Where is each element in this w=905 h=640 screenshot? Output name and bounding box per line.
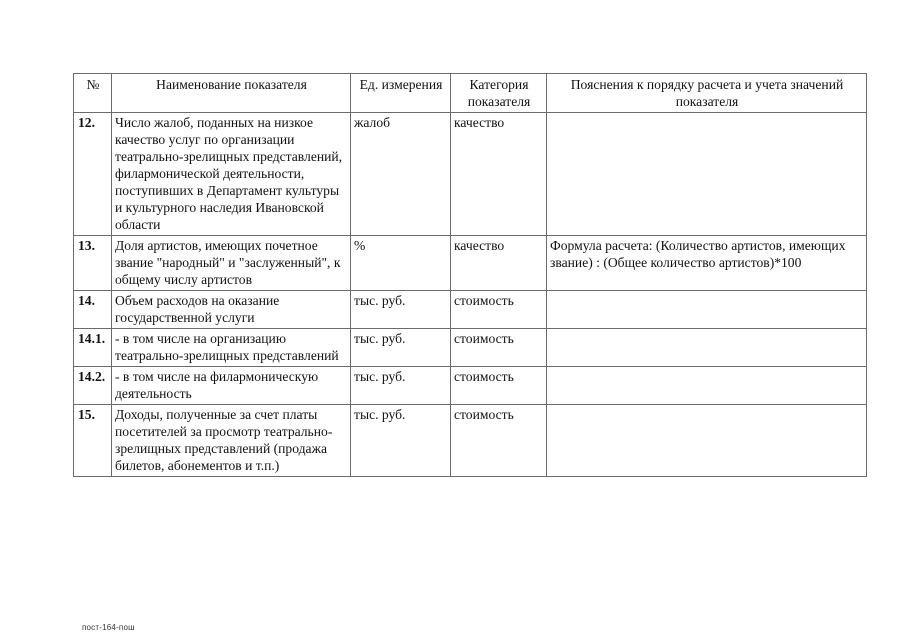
table-row	[74, 236, 867, 291]
row-category: стоимость	[451, 291, 547, 329]
header-name: Наименование показателя	[112, 74, 351, 113]
row-num: 14.	[74, 291, 112, 329]
row-unit: %	[351, 236, 451, 291]
row-category: стоимость	[451, 405, 547, 477]
row-name: Доходы, полученные за счет платы посетителей за просмотр театрально-зрелищных представлений (продажа билетов, абонементов и т.п.)	[112, 405, 351, 477]
indicators-table	[73, 73, 867, 477]
table-row	[74, 329, 867, 367]
table-header-row	[74, 74, 867, 113]
row-num: 12.	[74, 113, 112, 236]
row-note	[547, 405, 867, 477]
row-note	[547, 329, 867, 367]
row-num: 14.1.	[74, 329, 112, 367]
row-note	[547, 367, 867, 405]
row-unit: тыс. руб.	[351, 329, 451, 367]
row-category: качество	[451, 236, 547, 291]
table-row	[74, 113, 867, 236]
row-num: 13.	[74, 236, 112, 291]
header-note: Пояснения к порядку расчета и учета значений показателя	[547, 74, 867, 113]
row-name: Число жалоб, поданных на низкое качество услуг по организации театрально-зрелищных представлений, филармонической деятельности, поступивших в Департамент культуры и культурного наследия Ивановской области	[112, 113, 351, 236]
row-unit: тыс. руб.	[351, 405, 451, 477]
row-name: - в том числе на организацию театрально-зрелищных представлений	[112, 329, 351, 367]
table-row	[74, 367, 867, 405]
table-row	[74, 405, 867, 477]
header-unit: Ед. измерения	[351, 74, 451, 113]
row-note	[547, 113, 867, 236]
row-num: 15.	[74, 405, 112, 477]
row-unit: жалоб	[351, 113, 451, 236]
row-name: Доля артистов, имеющих почетное звание "народный" и "заслуженный", к общему числу артистов	[112, 236, 351, 291]
header-category: Категория показателя	[451, 74, 547, 113]
row-num: 14.2.	[74, 367, 112, 405]
row-name: Объем расходов на оказание государственной услуги	[112, 291, 351, 329]
row-category: качество	[451, 113, 547, 236]
header-num: №	[74, 74, 112, 113]
row-category: стоимость	[451, 367, 547, 405]
table-row	[74, 291, 867, 329]
row-note: Формула расчета: (Количество артистов, имеющих звание) : (Общее количество артистов)*100	[547, 236, 867, 291]
row-unit: тыс. руб.	[351, 367, 451, 405]
row-name: - в том числе на филармоническую деятельность	[112, 367, 351, 405]
row-unit: тыс. руб.	[351, 291, 451, 329]
row-category: стоимость	[451, 329, 547, 367]
row-note	[547, 291, 867, 329]
footer-file-label: пост-164-пош	[82, 623, 135, 632]
